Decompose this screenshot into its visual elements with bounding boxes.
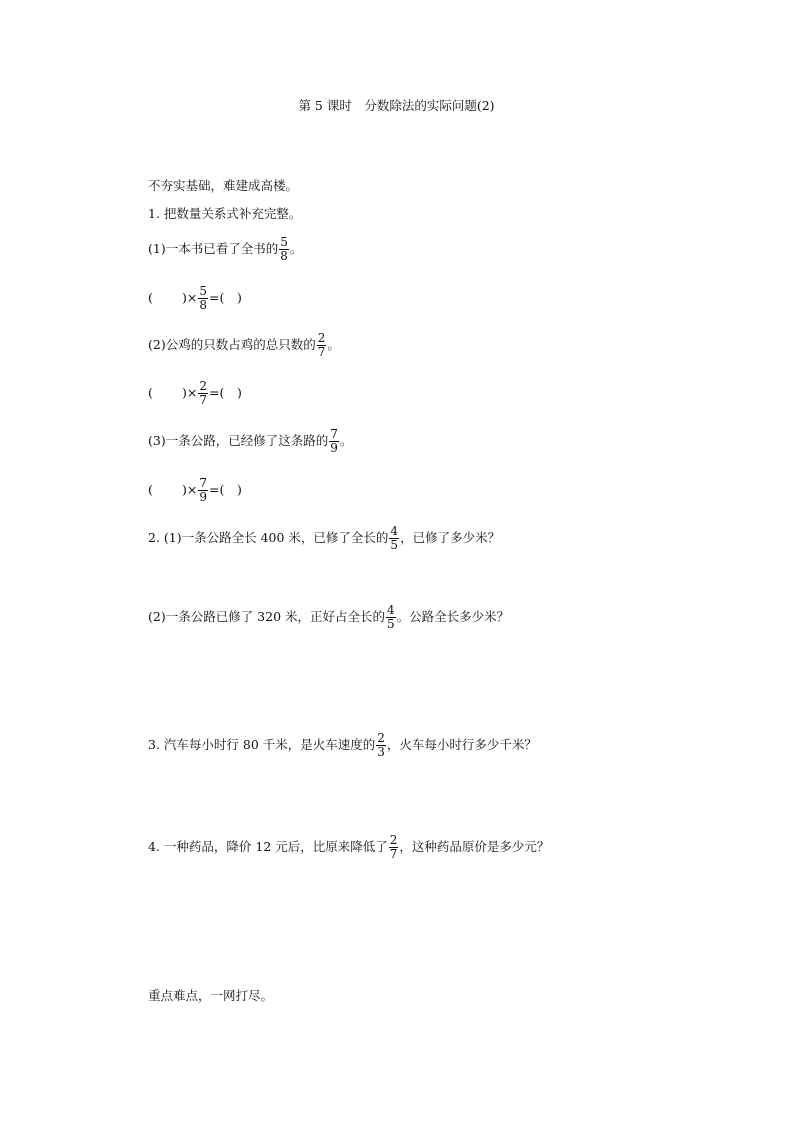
blank-right-open: =( [209,385,225,400]
question-1-part-1 [148,236,302,263]
fraction-denominator: 7 [199,393,207,407]
blank-right-close: ) [237,290,242,305]
question-text: 4. 一种药品，降价 12 元后，比原来降低了 [148,839,388,854]
blank-right-open: =( [209,482,225,497]
fraction [279,236,289,263]
question-3 [148,732,537,759]
blank-right-close: ) [237,482,242,497]
blank-left-close: )× [182,290,198,305]
part-end: 。 [339,433,353,448]
section-intro: 不夯实基础，难建成高楼。 [148,178,299,193]
equation-3 [148,477,242,504]
fraction [198,380,208,407]
fraction [389,525,399,552]
blank-left-close: )× [182,385,198,400]
question-text: (2)一条公路已修了 320 米，正好占全长的 [148,609,386,624]
fraction-numerator: 5 [280,235,288,249]
fraction [329,428,339,455]
equation-1 [148,285,242,312]
equation-2 [148,380,242,407]
fraction-denominator: 8 [280,249,288,263]
fraction-denominator: 3 [377,745,385,759]
fraction [389,834,399,861]
question-text: 3. 汽车每小时行 80 千米，是火车速度的 [148,737,376,752]
fraction-numerator: 4 [390,524,399,538]
fraction [198,285,208,312]
blank-right-open: =( [209,290,225,305]
fraction-denominator: 8 [199,298,207,312]
fraction-numerator: 2 [317,331,326,345]
page-title: 第 5 课时 分数除法的实际问题(2) [298,98,495,113]
fraction [376,732,386,759]
question-2-part-1 [148,525,500,552]
fraction-numerator: 5 [199,284,207,298]
fraction [198,477,208,504]
fraction [317,332,327,359]
part-text: (1)一本书已看了全书的 [148,241,279,256]
question-4 [148,834,549,861]
fraction-denominator: 9 [199,490,207,504]
part-end: 。 [327,337,340,352]
fraction-numerator: 4 [387,603,395,617]
question-text-end: ，已修了多少米？ [400,530,501,545]
blank-left-close: )× [182,482,198,497]
fraction-denominator: 7 [389,847,398,861]
question-1-part-3 [148,428,352,455]
fraction-numerator: 2 [199,379,207,393]
part-end: 。 [289,241,303,256]
question-text-end: 。公路全长多少米？ [396,609,510,624]
blank-left-open: ( [148,290,153,305]
blank-right-close: ) [237,385,242,400]
question-1-part-2 [148,332,340,359]
fraction-numerator: 2 [377,731,385,745]
fraction [386,604,396,631]
part-text: (2)公鸡的只数占鸡的总只数的 [148,337,316,352]
fraction-denominator: 5 [390,538,399,552]
fraction-denominator: 7 [317,345,326,359]
fraction-numerator: 7 [330,427,338,441]
question-1-stem: 1. 把数量关系式补充完整。 [148,206,302,221]
fraction-numerator: 7 [199,476,207,490]
question-2-part-2 [148,604,509,631]
fraction-denominator: 5 [387,617,395,631]
question-text-end: ，火车每小时行多少千米？ [386,737,537,752]
question-text-end: ，这种药品原价是多少元？ [399,839,550,854]
section-focus: 重点难点，一网打尽。 [148,988,274,1003]
blank-left-open: ( [148,385,153,400]
part-text: (3)一条公路，已经修了这条路的 [148,433,329,448]
fraction-numerator: 2 [389,833,398,847]
question-text: 2. (1)一条公路全长 400 米，已修了全长的 [148,530,389,545]
fraction-denominator: 9 [330,441,338,455]
blank-left-open: ( [148,482,153,497]
